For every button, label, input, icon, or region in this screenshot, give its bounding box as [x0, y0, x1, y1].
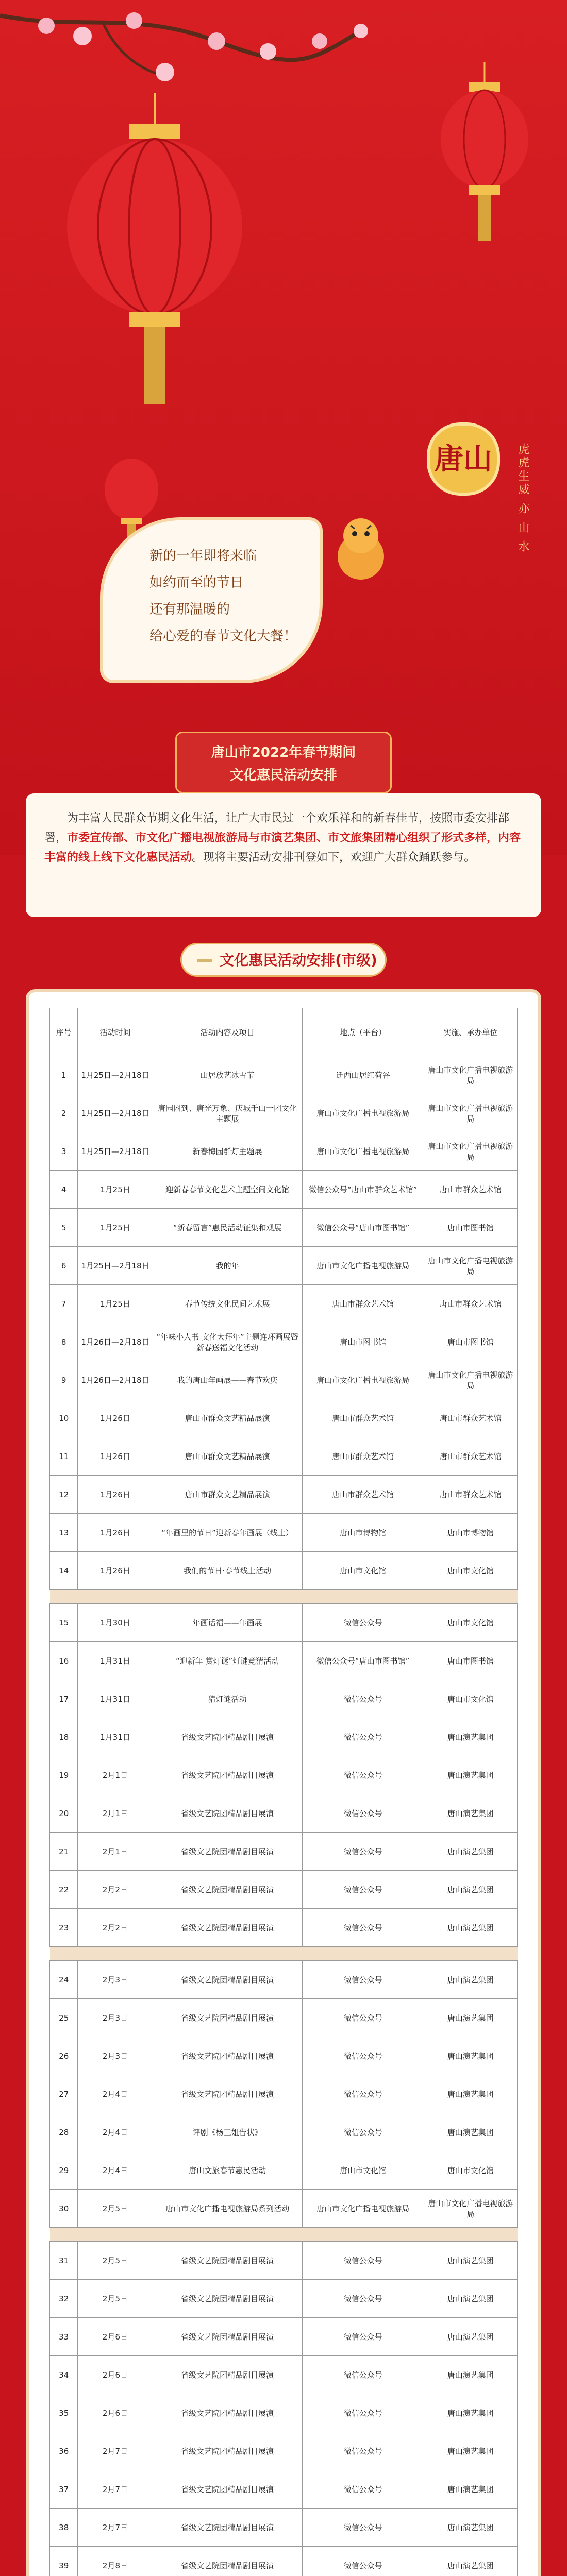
table-cell: 1月26日—2月18日	[78, 1361, 153, 1399]
table-cell: 唐山演艺集团	[424, 2394, 517, 2432]
table-cell: 2月4日	[78, 2113, 153, 2151]
table-cell: 7	[50, 1285, 78, 1323]
table-cell: 微信公众号	[302, 2075, 424, 2113]
group-separator	[50, 1947, 518, 1961]
table-cell: 唐山演艺集团	[424, 2547, 517, 2576]
table-cell: 28	[50, 2113, 78, 2151]
banner-line: 唐山市2022年春节期间	[211, 745, 356, 760]
table-cell: 20	[50, 1794, 78, 1833]
table-cell: 38	[50, 2509, 78, 2547]
table-cell: 14	[50, 1552, 78, 1590]
table-cell: 唐山市文化广播电视旅游局	[302, 1361, 424, 1399]
table-cell: 微信公众号	[302, 1871, 424, 1909]
table-cell: 唐山市文化广播电视旅游局	[424, 1247, 517, 1285]
table-cell: 唐山市群众艺术馆	[302, 1285, 424, 1323]
banner-title	[175, 732, 392, 793]
table-cell: 2月4日	[78, 2151, 153, 2190]
table-cell: 19	[50, 1756, 78, 1794]
table-row	[50, 1056, 518, 1094]
table-row	[50, 1604, 518, 1642]
table-cell: “新春留言”惠民活动征集和观展	[153, 1209, 302, 1247]
table-cell: 唐山演艺集团	[424, 2242, 517, 2280]
large-lantern-icon	[62, 93, 247, 422]
table-cell: 2月2日	[78, 1909, 153, 1947]
table-cell: 唐山演艺集团	[424, 2280, 517, 2318]
table-cell: 微信公众号	[302, 2356, 424, 2394]
table-cell: 12	[50, 1476, 78, 1514]
table-row	[50, 1476, 518, 1514]
table-cell: “迎新年 赏灯谜”灯谜竞猜活动	[153, 1642, 302, 1680]
intro-text: 为丰富人民群众节期文化生活，让广大市民过一个欢乐祥和的新春佳节，按照市委安排部署，	[44, 812, 510, 844]
table-cell: 微信公众号	[302, 1999, 424, 2037]
table-cell: 猜灯谜活动	[153, 1680, 302, 1718]
section-heading-city: 文化惠民活动安排(市级)	[180, 943, 387, 977]
table-cell: 2月6日	[78, 2318, 153, 2356]
table-cell: 省级文艺院团精品剧目展演	[153, 2037, 302, 2075]
table-header-cell: 序号	[50, 1008, 78, 1056]
table-cell: 唐山市群众文艺精品展演	[153, 1437, 302, 1476]
table-row	[50, 1871, 518, 1909]
table-cell: 21	[50, 1833, 78, 1871]
table-cell: 唐山市文化馆	[302, 1552, 424, 1590]
poem-line: 给心爱的春节文化大餐！	[149, 629, 297, 644]
table-cell: 唐山市文化广播电视旅游局	[424, 2190, 517, 2228]
table-row	[50, 1718, 518, 1756]
table-cell: 省级文艺院团精品剧目展演	[153, 2075, 302, 2113]
table-cell: 微信公众号	[302, 2280, 424, 2318]
table-cell: 微信公众号	[302, 1756, 424, 1794]
table-row	[50, 1171, 518, 1209]
table-cell: 2月2日	[78, 1871, 153, 1909]
table-cell: 1月25日—2月18日	[78, 1056, 153, 1094]
table-cell: 唐山市图书馆	[424, 1209, 517, 1247]
table-cell: 29	[50, 2151, 78, 2190]
table-cell: 唐山市群众艺术馆	[302, 1399, 424, 1437]
table-cell: 35	[50, 2394, 78, 2432]
table-cell: 唐山演艺集团	[424, 2470, 517, 2509]
table-cell: 2月8日	[78, 2547, 153, 2576]
slogan-vertical: 虎虎生威 亦 山 水	[516, 443, 529, 554]
table-row	[50, 1247, 518, 1285]
table-cell: 2月1日	[78, 1833, 153, 1871]
table-cell: 唐山市文化馆	[424, 1604, 517, 1642]
table-cell: 1月26日	[78, 1399, 153, 1437]
tangshan-badge: 唐山	[427, 422, 500, 496]
table-row	[50, 2075, 518, 2113]
table-cell: 微信公众号“唐山市图书馆”	[302, 1642, 424, 1680]
table-row	[50, 2547, 518, 2576]
table-row	[50, 1642, 518, 1680]
table-row	[50, 1756, 518, 1794]
table-cell: 唐山演艺集团	[424, 2356, 517, 2394]
tiger-icon	[330, 510, 392, 582]
table-row	[50, 1094, 518, 1132]
table-row	[50, 1514, 518, 1552]
intro-highlight: 市委宣传部、市文化广播电视旅游局与市演艺集团、市文旅集团精心组织了形式多样，内容丰富的线上线下文化惠民活动	[44, 832, 521, 864]
table-cell: 我的唐山年画展——春节欢庆	[153, 1361, 302, 1399]
table-cell: 唐山演艺集团	[424, 2075, 517, 2113]
table-cell: 1月30日	[78, 1604, 153, 1642]
table-cell: 唐山市文化馆	[424, 1552, 517, 1590]
table-cell: 唐山演艺集团	[424, 2509, 517, 2547]
table-cell: 10	[50, 1399, 78, 1437]
table-cell: 2月6日	[78, 2394, 153, 2432]
table-cell: 省级文艺院团精品剧目展演	[153, 1909, 302, 1947]
table-cell: 省级文艺院团精品剧目展演	[153, 2470, 302, 2509]
poem-line: 新的一年即将来临	[149, 548, 257, 564]
table-cell: 6	[50, 1247, 78, 1285]
table-cell: 微信公众号	[302, 2113, 424, 2151]
table-cell: 27	[50, 2075, 78, 2113]
table-cell: 唐山市群众文艺精品展演	[153, 1476, 302, 1514]
group-separator	[50, 1590, 518, 1604]
table-cell: 1月31日	[78, 1642, 153, 1680]
table-cell: 唐山市文化馆	[424, 1680, 517, 1718]
table-cell: 23	[50, 1909, 78, 1947]
table-row	[50, 2470, 518, 2509]
table-cell: 微信公众号	[302, 1794, 424, 1833]
table-row	[50, 1680, 518, 1718]
group-separator	[50, 2228, 518, 2242]
poem-card	[103, 520, 320, 680]
table-cell: 省级文艺院团精品剧目展演	[153, 2280, 302, 2318]
table-cell: 省级文艺院团精品剧目展演	[153, 1961, 302, 1999]
table-row	[50, 1399, 518, 1437]
table-cell: 唐山市图书馆	[424, 1323, 517, 1361]
table-cell: 5	[50, 1209, 78, 1247]
table-cell: 2月5日	[78, 2242, 153, 2280]
table-cell: 2月1日	[78, 1794, 153, 1833]
table-cell: 13	[50, 1514, 78, 1552]
table-cell: 3	[50, 1132, 78, 1171]
table-row	[50, 1794, 518, 1833]
table-cell: 微信公众号	[302, 2432, 424, 2470]
table-cell: 唐山市群众艺术馆	[424, 1285, 517, 1323]
table-cell: 2月3日	[78, 1961, 153, 1999]
table-cell: 31	[50, 2242, 78, 2280]
table-cell: 唐山市文化广播电视旅游局	[424, 1361, 517, 1399]
table-header-cell: 活动时间	[78, 1008, 153, 1056]
table-cell: 微信公众号	[302, 1833, 424, 1871]
table-cell: 2月7日	[78, 2432, 153, 2470]
table-cell: 省级文艺院团精品剧目展演	[153, 1871, 302, 1909]
table-cell: 2月6日	[78, 2356, 153, 2394]
table-row	[50, 2242, 518, 2280]
table-cell: 唐山市文化广播电视旅游局	[302, 1094, 424, 1132]
table-cell: 山居放艺冰雪节	[153, 1056, 302, 1094]
table-row	[50, 2432, 518, 2470]
table-cell: 微信公众号	[302, 2394, 424, 2432]
table-cell: 唐山市群众艺术馆	[424, 1399, 517, 1437]
table-cell: 我的年	[153, 1247, 302, 1285]
table-cell: 唐山市文化馆	[302, 2151, 424, 2190]
table-cell: 唐山演艺集团	[424, 1871, 517, 1909]
table-cell: 1月25日—2月18日	[78, 1132, 153, 1171]
table-cell: 唐山演艺集团	[424, 2113, 517, 2151]
table-cell: 省级文艺院团精品剧目展演	[153, 1756, 302, 1794]
table-cell: 微信公众号	[302, 2547, 424, 2576]
table-cell: 2月7日	[78, 2470, 153, 2509]
table-cell: 省级文艺院团精品剧目展演	[153, 1999, 302, 2037]
banner-line: 文化惠民活动安排	[229, 768, 337, 783]
table-cell: 唐山市群众文艺精品展演	[153, 1399, 302, 1437]
table-cell: 省级文艺院团精品剧目展演	[153, 2356, 302, 2394]
table-cell: 唐山市群众艺术馆	[424, 1437, 517, 1476]
table-cell: 唐山市文化广播电视旅游局	[424, 1132, 517, 1171]
table-cell: 2月3日	[78, 2037, 153, 2075]
table-row	[50, 1361, 518, 1399]
table-cell: 15	[50, 1604, 78, 1642]
table-cell: 2月4日	[78, 2075, 153, 2113]
table-row	[50, 2394, 518, 2432]
table-cell: 1月31日	[78, 1680, 153, 1718]
table-cell: 唐山演艺集团	[424, 1961, 517, 1999]
table-cell: 1月25日—2月18日	[78, 1094, 153, 1132]
table-cell: 17	[50, 1680, 78, 1718]
table-cell: 迁西山居红荷谷	[302, 1056, 424, 1094]
table-cell: 唐山市文化广播电视旅游局	[424, 1094, 517, 1132]
table-cell: 唐山演艺集团	[424, 2432, 517, 2470]
table-cell: 39	[50, 2547, 78, 2576]
table-cell: 32	[50, 2280, 78, 2318]
table-cell: 微信公众号	[302, 2318, 424, 2356]
table-cell: 2月7日	[78, 2509, 153, 2547]
table-cell: 省级文艺院团精品剧目展演	[153, 2394, 302, 2432]
table-cell: 唐山市博物馆	[424, 1514, 517, 1552]
table-cell: 2月3日	[78, 1999, 153, 2037]
table-cell: 唐山文旅春节惠民活动	[153, 2151, 302, 2190]
table-cell: 微信公众号“唐山市群众艺术馆”	[302, 1171, 424, 1209]
table-cell: 唐山市图书馆	[302, 1323, 424, 1361]
table-cell: 4	[50, 1171, 78, 1209]
table-cell: 唐山市群众艺术馆	[424, 1476, 517, 1514]
table-cell: 22	[50, 1871, 78, 1909]
table-cell: 唐山演艺集团	[424, 1909, 517, 1947]
table-cell: 唐山市群众艺术馆	[302, 1437, 424, 1476]
table-cell: 春节传统文化民间艺术展	[153, 1285, 302, 1323]
table-cell: 省级文艺院团精品剧目展演	[153, 2547, 302, 2576]
table-row	[50, 2190, 518, 2228]
table-header-row	[50, 1008, 518, 1056]
table-cell: 唐山演艺集团	[424, 1999, 517, 2037]
table-cell: 33	[50, 2318, 78, 2356]
table-row	[50, 1285, 518, 1323]
table-cell: 唐山演艺集团	[424, 1794, 517, 1833]
table-cell: 微信公众号“唐山市图书馆”	[302, 1209, 424, 1247]
table-cell: 微信公众号	[302, 2037, 424, 2075]
table-cell: 16	[50, 1642, 78, 1680]
table-row	[50, 1961, 518, 1999]
table-cell: 我们的节日·春节线上活动	[153, 1552, 302, 1590]
poem-line: 如约而至的节日	[149, 575, 244, 590]
table-row	[50, 2318, 518, 2356]
table-cell: 唐山演艺集团	[424, 1718, 517, 1756]
table-row	[50, 2509, 518, 2547]
city-activities-table	[49, 1008, 518, 2576]
table-cell: 微信公众号	[302, 1718, 424, 1756]
table-cell: 迎新春春节文化艺术主题空间文化馆	[153, 1171, 302, 1209]
table-cell: 微信公众号	[302, 1961, 424, 1999]
table-row	[50, 1132, 518, 1171]
table-cell: 8	[50, 1323, 78, 1361]
table-cell: 2	[50, 1094, 78, 1132]
table-cell: 18	[50, 1718, 78, 1756]
table-cell: 唐山演艺集团	[424, 1833, 517, 1871]
table-cell: 26	[50, 2037, 78, 2075]
table-cell: 省级文艺院团精品剧目展演	[153, 2432, 302, 2470]
table-cell: 唐山市图书馆	[424, 1642, 517, 1680]
table-cell: 省级文艺院团精品剧目展演	[153, 2509, 302, 2547]
table-cell: 新春梅园群灯主题展	[153, 1132, 302, 1171]
table-cell: 省级文艺院团精品剧目展演	[153, 1718, 302, 1756]
table-cell: 24	[50, 1961, 78, 1999]
table-header-cell: 地点（平台）	[302, 1008, 424, 1056]
table-cell: 2月1日	[78, 1756, 153, 1794]
table-row	[50, 2280, 518, 2318]
table-cell: 微信公众号	[302, 1680, 424, 1718]
table-cell: 36	[50, 2432, 78, 2470]
table-cell: 省级文艺院团精品剧目展演	[153, 2242, 302, 2280]
table-row	[50, 2151, 518, 2190]
table-cell: 年画话福——年画展	[153, 1604, 302, 1642]
table-cell: 1月26日	[78, 1514, 153, 1552]
table-cell: 1月25日	[78, 1171, 153, 1209]
table-cell: 唐山市群众艺术馆	[424, 1171, 517, 1209]
table-cell: 唐山市文化广播电视旅游局	[424, 1056, 517, 1094]
table-row	[50, 1552, 518, 1590]
table-cell: 省级文艺院团精品剧目展演	[153, 2318, 302, 2356]
table-cell: 微信公众号	[302, 2509, 424, 2547]
table-cell: 25	[50, 1999, 78, 2037]
table-cell: 唐山演艺集团	[424, 2037, 517, 2075]
table-cell: 唐山市群众艺术馆	[302, 1476, 424, 1514]
table-cell: 微信公众号	[302, 1604, 424, 1642]
table-cell: 唐山市文化馆	[424, 2151, 517, 2190]
table-cell: 唐山演艺集团	[424, 1756, 517, 1794]
table-cell: 评剧《杨三姐告状》	[153, 2113, 302, 2151]
table-cell: 9	[50, 1361, 78, 1399]
table-row	[50, 2037, 518, 2075]
table-cell: 唐山市文化广播电视旅游局	[302, 1247, 424, 1285]
table-cell: 1月25日	[78, 1285, 153, 1323]
table-cell: 1月26日	[78, 1476, 153, 1514]
table-cell: 37	[50, 2470, 78, 2509]
small-lantern-icon	[438, 62, 531, 247]
table-cell: 微信公众号	[302, 2242, 424, 2280]
table-cell: 1月25日	[78, 1209, 153, 1247]
table-row	[50, 2356, 518, 2394]
table-cell: 1月31日	[78, 1718, 153, 1756]
table-cell: 唐山市文化广播电视旅游局	[302, 1132, 424, 1171]
table-cell: 唐山市文化广播电视旅游局	[302, 2190, 424, 2228]
table-cell: 1月25日—2月18日	[78, 1247, 153, 1285]
intro-paragraph	[26, 793, 541, 917]
table-cell: 1月26日—2月18日	[78, 1323, 153, 1361]
table-cell: 微信公众号	[302, 2470, 424, 2509]
table-cell: 唐山市文化广播电视旅游局系列活动	[153, 2190, 302, 2228]
table-row	[50, 1209, 518, 1247]
table-cell: “年味小人书 文化大拜年”主题连环画展暨新春送福文化活动	[153, 1323, 302, 1361]
table-cell: 1月26日	[78, 1437, 153, 1476]
table-cell: 34	[50, 2356, 78, 2394]
table-header-cell: 实施、承办单位	[424, 1008, 517, 1056]
table-cell: 2月5日	[78, 2280, 153, 2318]
intro-text: 。现将主要活动安排刊登如下，欢迎广大群众踊跃参与。	[192, 851, 476, 864]
table-cell: 微信公众号	[302, 1909, 424, 1947]
table-row	[50, 1909, 518, 1947]
table-row	[50, 1323, 518, 1361]
table-row	[50, 1437, 518, 1476]
table-cell: 唐园困到、唐光万象、庆城千山一团文化主题展	[153, 1094, 302, 1132]
table-row	[50, 1999, 518, 2037]
table-cell: 30	[50, 2190, 78, 2228]
table-row	[50, 1833, 518, 1871]
table-cell: 2月5日	[78, 2190, 153, 2228]
table-cell: 唐山市博物馆	[302, 1514, 424, 1552]
city-activities-panel	[26, 989, 541, 2576]
poem-line: 还有那温暖的	[149, 602, 230, 617]
table-cell: 省级文艺院团精品剧目展演	[153, 1833, 302, 1871]
table-cell: “年画里的节日”迎新春年画展（线上）	[153, 1514, 302, 1552]
table-header-cell: 活动内容及项目	[153, 1008, 302, 1056]
table-row	[50, 2113, 518, 2151]
table-cell: 11	[50, 1437, 78, 1476]
table-cell: 唐山演艺集团	[424, 2318, 517, 2356]
table-cell: 1	[50, 1056, 78, 1094]
table-cell: 1月26日	[78, 1552, 153, 1590]
table-cell: 省级文艺院团精品剧目展演	[153, 1794, 302, 1833]
